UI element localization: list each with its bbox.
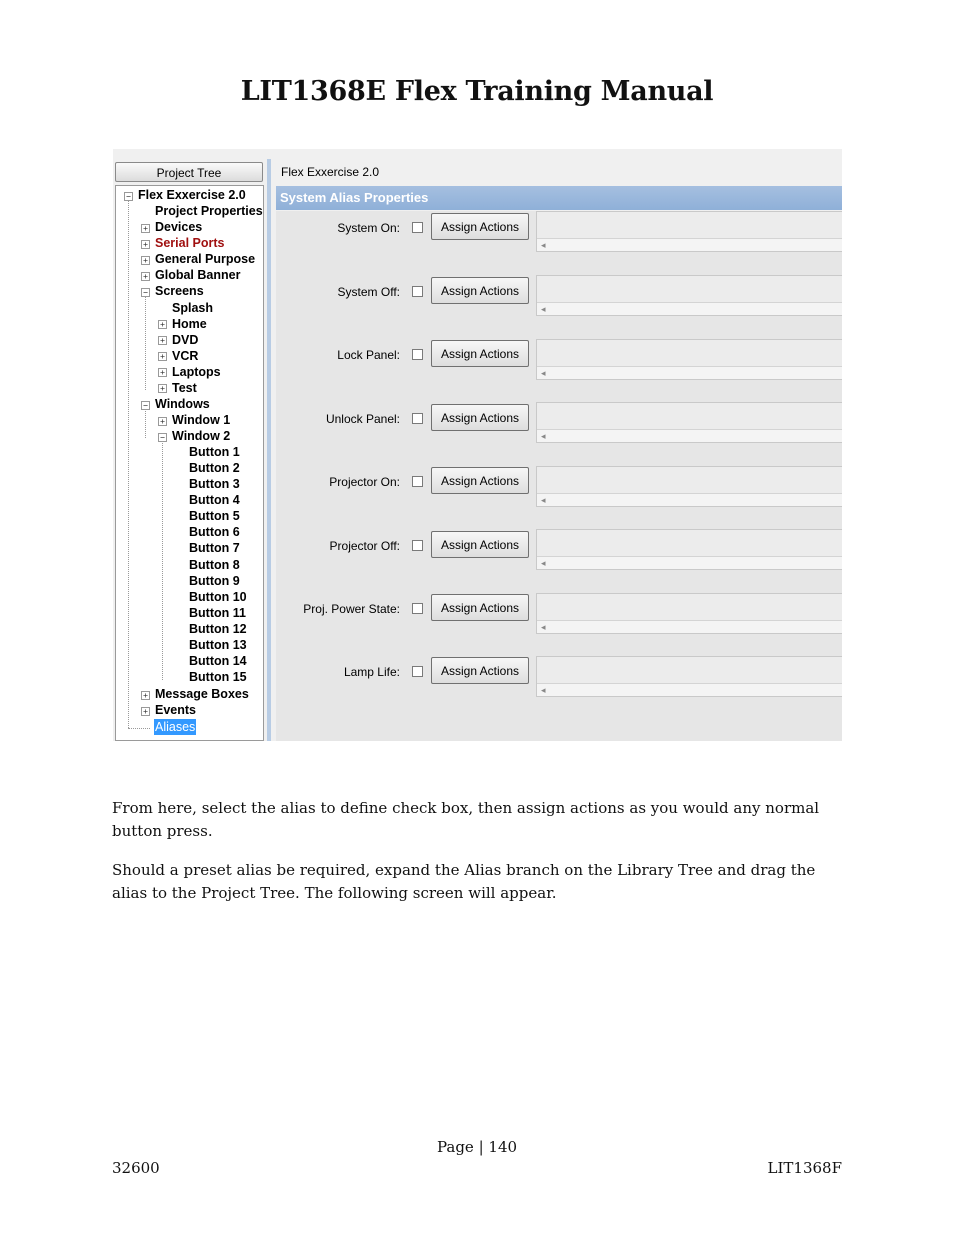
tree-item-button[interactable]: Button 13 bbox=[189, 638, 247, 652]
actions-list[interactable] bbox=[536, 275, 842, 316]
project-tree-button[interactable]: Project Tree bbox=[115, 162, 263, 182]
alias-checkbox[interactable] bbox=[412, 603, 423, 614]
panel-splitter[interactable] bbox=[267, 159, 271, 741]
alias-label: System Off: bbox=[337, 285, 400, 299]
tree-item-button[interactable]: Button 12 bbox=[189, 622, 247, 636]
tree-connector bbox=[162, 440, 163, 680]
tree-item-splash[interactable]: Splash bbox=[172, 301, 213, 315]
alias-checkbox[interactable] bbox=[412, 413, 423, 424]
actions-list[interactable] bbox=[536, 466, 842, 507]
tree-item-button[interactable]: Button 4 bbox=[189, 493, 240, 507]
tree-connector bbox=[145, 408, 146, 438]
tree-item-window-2[interactable]: Window 2 bbox=[172, 429, 231, 443]
tree-item-home[interactable]: Home bbox=[172, 317, 207, 331]
tree-item-button[interactable]: Button 1 bbox=[189, 445, 240, 459]
scroll-left-icon[interactable]: ◂ bbox=[537, 366, 842, 379]
tree-item-button[interactable]: Button 15 bbox=[189, 670, 247, 684]
scroll-left-icon[interactable]: ◂ bbox=[537, 493, 842, 506]
expand-icon[interactable]: + bbox=[158, 368, 167, 377]
actions-list[interactable] bbox=[536, 211, 842, 252]
footer-left: 32600 bbox=[112, 1159, 160, 1177]
assign-actions-button[interactable]: Assign Actions bbox=[431, 657, 529, 684]
tree-item-screens[interactable]: Screens bbox=[155, 284, 204, 298]
expand-icon[interactable]: + bbox=[141, 272, 150, 281]
tree-item-aliases[interactable]: Aliases bbox=[155, 720, 196, 734]
scroll-left-icon[interactable]: ◂ bbox=[537, 683, 842, 696]
page-number: Page | 140 bbox=[436, 1138, 518, 1156]
alias-label: System On: bbox=[337, 221, 400, 235]
alias-label: Lamp Life: bbox=[343, 665, 400, 679]
collapse-icon[interactable]: − bbox=[141, 401, 150, 410]
expand-icon[interactable]: + bbox=[158, 417, 167, 426]
alias-checkbox[interactable] bbox=[412, 286, 423, 297]
collapse-icon[interactable]: − bbox=[124, 192, 133, 201]
expand-icon[interactable]: + bbox=[141, 224, 150, 233]
tree-connector bbox=[128, 200, 129, 728]
expand-icon[interactable]: + bbox=[141, 691, 150, 700]
assign-actions-button[interactable]: Assign Actions bbox=[431, 531, 529, 558]
actions-list[interactable] bbox=[536, 339, 842, 380]
tree-item-button[interactable]: Button 14 bbox=[189, 654, 247, 668]
project-name: Flex Exxercise 2.0 bbox=[281, 165, 380, 179]
alias-label: Projector On: bbox=[329, 475, 400, 489]
tree-connector bbox=[145, 296, 146, 390]
tree-item-global-banner[interactable]: Global Banner bbox=[155, 268, 241, 282]
assign-actions-button[interactable]: Assign Actions bbox=[431, 404, 529, 431]
alias-label: Lock Panel: bbox=[337, 348, 400, 362]
alias-checkbox[interactable] bbox=[412, 349, 423, 360]
expand-icon[interactable]: + bbox=[158, 320, 167, 329]
tree-item-button[interactable]: Button 7 bbox=[189, 541, 240, 555]
actions-list[interactable] bbox=[536, 656, 842, 697]
alias-label: Projector Off: bbox=[329, 539, 400, 553]
collapse-icon[interactable]: − bbox=[141, 288, 150, 297]
tree-item-vcr[interactable]: VCR bbox=[172, 349, 199, 363]
panel-header: System Alias Properties bbox=[276, 186, 842, 210]
footer-right: LIT1368F bbox=[767, 1159, 842, 1177]
alias-checkbox[interactable] bbox=[412, 540, 423, 551]
tree-item-laptops[interactable]: Laptops bbox=[172, 365, 221, 379]
paragraph: Should a preset alias be required, expand the Alias branch on the Library Tree and drag the alias to the Project Tree. The following screen will appear. bbox=[112, 861, 816, 902]
tree-item-button[interactable]: Button 9 bbox=[189, 574, 240, 588]
tree-item-button[interactable]: Button 2 bbox=[189, 461, 240, 475]
project-tree bbox=[115, 185, 264, 741]
expand-icon[interactable]: + bbox=[141, 707, 150, 716]
alias-checkbox[interactable] bbox=[412, 476, 423, 487]
tree-item-windows[interactable]: Windows bbox=[155, 397, 210, 411]
scroll-left-icon[interactable]: ◂ bbox=[537, 302, 842, 315]
alias-label: Proj. Power State: bbox=[303, 602, 400, 616]
tree-item-general-purpose[interactable]: General Purpose bbox=[155, 252, 256, 266]
actions-list[interactable] bbox=[536, 529, 842, 570]
expand-icon[interactable]: + bbox=[141, 240, 150, 249]
collapse-icon[interactable]: − bbox=[158, 433, 167, 442]
tree-item-button[interactable]: Button 5 bbox=[189, 509, 240, 523]
tree-item-window-1[interactable]: Window 1 bbox=[172, 413, 231, 427]
assign-actions-button[interactable]: Assign Actions bbox=[431, 467, 529, 494]
alias-label: Unlock Panel: bbox=[325, 412, 400, 426]
assign-actions-button[interactable]: Assign Actions bbox=[431, 594, 529, 621]
assign-actions-button[interactable]: Assign Actions bbox=[431, 277, 529, 304]
tree-item-serial-ports[interactable]: Serial Ports bbox=[155, 236, 225, 250]
expand-icon[interactable]: + bbox=[158, 384, 167, 393]
tree-item-message-boxes[interactable]: Message Boxes bbox=[155, 687, 249, 701]
scroll-left-icon[interactable]: ◂ bbox=[537, 238, 842, 251]
tree-item-button[interactable]: Button 8 bbox=[189, 558, 240, 572]
scroll-left-icon[interactable]: ◂ bbox=[537, 429, 842, 442]
expand-icon[interactable]: + bbox=[141, 256, 150, 265]
tree-item-button[interactable]: Button 6 bbox=[189, 525, 240, 539]
tree-item-events[interactable]: Events bbox=[155, 703, 196, 717]
assign-actions-button[interactable]: Assign Actions bbox=[431, 213, 529, 240]
expand-icon[interactable]: + bbox=[158, 352, 167, 361]
actions-list[interactable] bbox=[536, 402, 842, 443]
tree-item-root[interactable]: Flex Exxercise 2.0 bbox=[138, 188, 246, 202]
alias-properties-panel bbox=[276, 211, 842, 741]
app-screenshot bbox=[113, 149, 842, 741]
tree-item-devices[interactable]: Devices bbox=[155, 220, 203, 234]
tree-item-dvd[interactable]: DVD bbox=[172, 333, 199, 347]
paragraph: From here, select the alias to define check box, then assign actions as you would any normal button press. bbox=[112, 799, 820, 840]
scroll-left-icon[interactable]: ◂ bbox=[537, 556, 842, 569]
expand-icon[interactable]: + bbox=[158, 336, 167, 345]
tree-item-button[interactable]: Button 10 bbox=[189, 590, 247, 604]
alias-checkbox[interactable] bbox=[412, 666, 423, 677]
document-title: LIT1368E Flex Training Manual bbox=[240, 76, 714, 107]
tree-item-project-properties[interactable]: Project Properties bbox=[155, 204, 263, 218]
tree-connector bbox=[128, 728, 150, 729]
tree-item-button[interactable]: Button 3 bbox=[189, 477, 240, 491]
scroll-left-icon[interactable]: ◂ bbox=[537, 620, 842, 633]
actions-list[interactable] bbox=[536, 593, 842, 634]
alias-checkbox[interactable] bbox=[412, 222, 423, 233]
tree-item-test[interactable]: Test bbox=[172, 381, 197, 395]
assign-actions-button[interactable]: Assign Actions bbox=[431, 340, 529, 367]
tree-item-button[interactable]: Button 11 bbox=[189, 606, 246, 620]
